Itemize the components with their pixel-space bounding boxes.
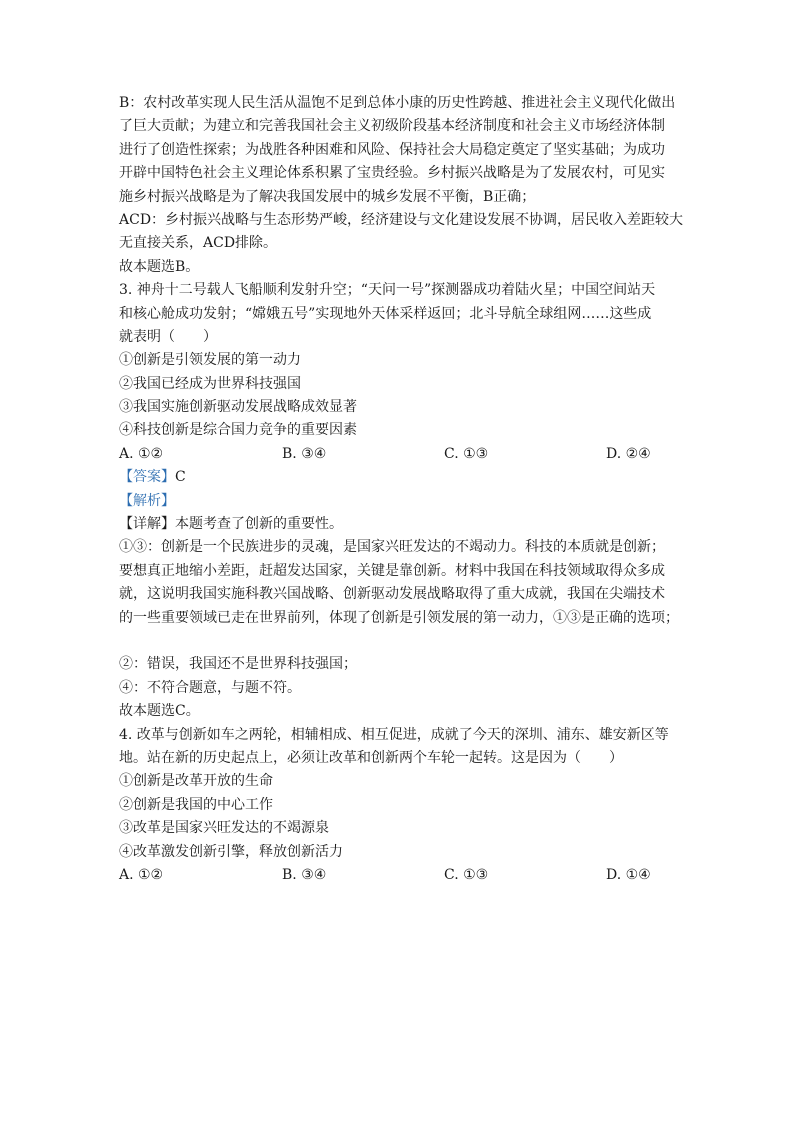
text-line: 无直接关系，ACD排除。 [119, 235, 278, 252]
answer-line [119, 466, 679, 489]
answer-tag: 【答案】 [119, 469, 175, 486]
statement-2: ②我国已经成为世界科技强国 [119, 375, 301, 392]
question-stem-line: 地。站在新的历史起点上，必须让改革和创新两个车轮一起转。这是因为（ ） [119, 749, 623, 766]
detail-line [119, 513, 679, 536]
document-body [119, 92, 684, 887]
text-line: 故本题选B。 [119, 258, 200, 275]
statement-3: ③改革是国家兴旺发达的不竭源泉 [119, 820, 329, 837]
choice-d: D. ②④ [606, 445, 651, 462]
detail-intro: 本题考查了创新的重要性。 [175, 516, 343, 533]
answer-value: C [175, 469, 186, 486]
text-line: B：农村改革实现人民生活从温饱不足到总体小康的历史性跨越、推进社会主义现代化做出 [119, 95, 676, 111]
text-line: ACD：乡村振兴战略与生态形势严峻，经济建设与文化建设发展不协调，居民收入差距较大 [119, 211, 684, 228]
question-4 [119, 724, 679, 888]
question-stem-line: 和核心舱成功发射；“嫦娥五号”实现地外天体采样返回；北斗导航全球组网……这些成 [119, 305, 652, 322]
text-line: 施乡村振兴战略是为了解决我国发展中的城乡发展不平衡，B正确； [119, 188, 536, 205]
text-line: 进行了创造性探索；为战胜各种困难和风险、保持社会大局稳定奠定了坚实基础；为成功 [119, 141, 665, 158]
statement-2: ②创新是我国的中心工作 [119, 796, 273, 813]
detail-tag: 【详解】 [119, 516, 175, 533]
answer-choices [119, 864, 679, 887]
statement-1: ①创新是改革开放的生命 [119, 773, 273, 790]
answer-choices [119, 443, 679, 466]
choice-a: A. ①② [119, 866, 164, 883]
analysis-line: 故本题选C。 [119, 703, 200, 720]
statement-1: ①创新是引领发展的第一动力 [119, 352, 301, 369]
choice-c: C. ①③ [444, 866, 489, 883]
question-stem-line: 3. 神舟十二号载人飞船顺利发射升空；“天问一号”探测器成功着陆火星；中国空间站天 [119, 282, 656, 299]
blank-line [119, 630, 679, 653]
choice-c: C. ①③ [444, 445, 489, 462]
analysis-line: 就，这说明我国实施科教兴国战略、创新驱动发展战略取得了重大成就，我国在尖端技术 [119, 586, 665, 603]
analysis-tag: 【解析】 [119, 492, 175, 509]
statement-4: ④改革激发创新引擎，释放创新活力 [119, 843, 343, 860]
question-stem-line: 4. 改革与创新如车之两轮，相辅相成、相互促进，成就了今天的深圳、浦东、雄安新区等 [119, 726, 669, 743]
choice-d: D. ①④ [606, 866, 651, 883]
question-stem-line: 就表明（ ） [119, 328, 217, 345]
choice-a: A. ①② [119, 445, 164, 462]
text-line: 开辟中国特色社会主义理论体系积累了宝贵经验。乡村振兴战略是为了发展农村，可见实 [119, 165, 665, 182]
analysis-line: ①③：创新是一个民族进步的灵魂，是国家兴旺发达的不竭动力。科技的本质就是创新； [119, 539, 665, 556]
analysis-line: 要想真正地缩小差距，赶超发达国家，关键是靠创新。材料中我国在科技领域取得众多成 [119, 562, 665, 579]
text-line: 了巨大贡献；为建立和完善我国社会主义初级阶段基本经济制度和社会主义市场经济体制 [119, 118, 665, 135]
choice-b: B. ③④ [282, 445, 327, 462]
choice-b: B. ③④ [282, 866, 327, 883]
q2-analysis [119, 92, 684, 279]
statement-3: ③我国实施创新驱动发展战略成效显著 [119, 399, 357, 416]
analysis-line: ④：不符合题意，与题不符。 [119, 679, 301, 696]
statement-4: ④科技创新是综合国力竞争的重要因素 [119, 422, 357, 439]
analysis-line: 的一些重要领域已走在世界前列，体现了创新是引领发展的第一动力，①③是正确的选项； [119, 609, 679, 626]
question-3 [119, 279, 679, 723]
analysis-line: ②：错误，我国还不是世界科技强国； [119, 656, 357, 673]
